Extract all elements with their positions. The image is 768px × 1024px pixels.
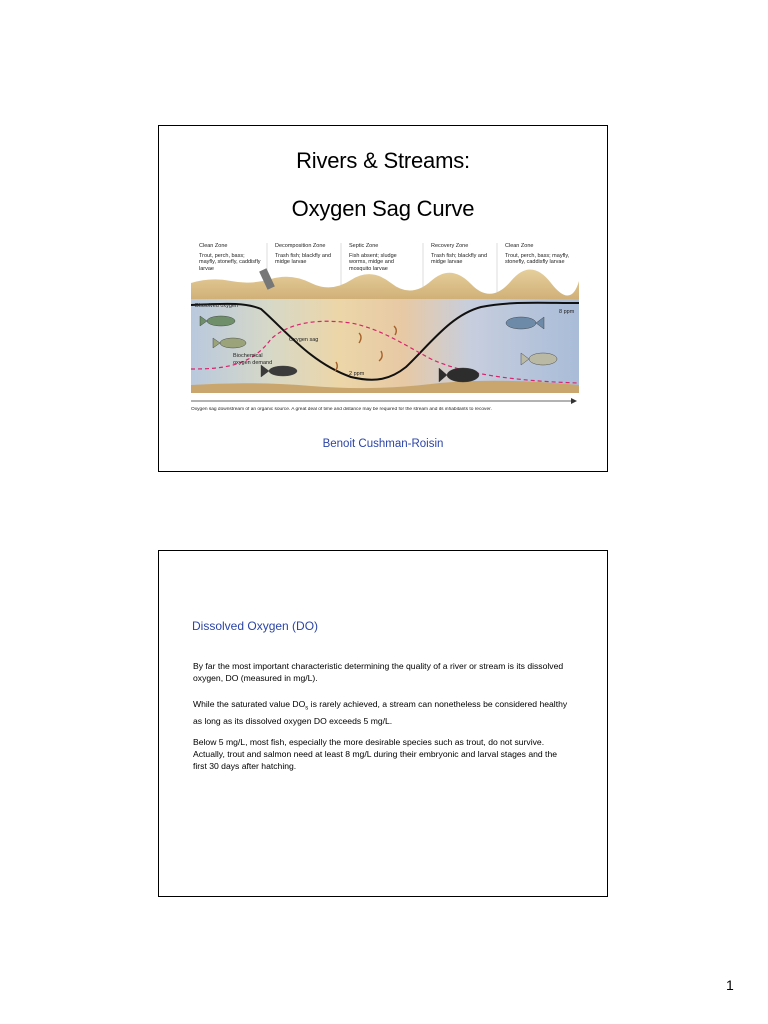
slide-heading: Dissolved Oxygen (DO) [192, 619, 319, 633]
paragraph-3: Below 5 mg/L, most fish, especially the more desirable species such as trout, do not survive. Actually, trout and salmon need at least 8 mg/L during their embryonic and larval stages and the first 30 days after hatching. [193, 737, 558, 772]
paragraph-2-text-start: While the saturated value DO [193, 699, 306, 709]
paragraph-2-text-end: is rarely achieved, a stream can nonetheless be considered healthy as long as its dissolved oxygen DO exceeds 5 mg/L. [193, 699, 568, 726]
zone-name: Recovery Zone [431, 243, 469, 249]
zone-description: Trash fish; blackfly and midge larvae [431, 252, 488, 265]
zone-clean-downstream [505, 243, 571, 266]
page-number: 1 [726, 977, 734, 993]
ppm-high-label: 8 ppm [559, 309, 575, 315]
oxygen-sag-label: Oxygen sag [289, 337, 319, 343]
zone-name: Septic Zone [349, 243, 379, 249]
zone-description: Fish absent; sludge worms, midge and mosquito larvae [349, 252, 397, 272]
zone-recovery [431, 243, 493, 266]
zone-description: Trout, perch, bass; mayfly, stonefly, caddisfly larvae [199, 252, 261, 272]
author-name: Benoit Cushman-Roisin [322, 438, 444, 450]
ppm-low-label: 2 ppm [349, 371, 365, 377]
zone-clean-upstream [199, 243, 261, 272]
figure-caption: Oxygen sag downstream of an organic source. A great deal of time and distance may be required for the stream and its inhabitants to recover. [191, 407, 492, 412]
paragraph-1: By far the most important characteristic determining the quality of a river or stream is its dissolved oxygen, DO (measured in mg/L). [193, 661, 564, 684]
slide-oxygen-sag [158, 125, 608, 472]
subscript-s: s [305, 705, 309, 712]
dissolved-oxygen-label: Dissolved oxygen [195, 303, 239, 309]
zone-septic [349, 243, 415, 272]
zone-name: Clean Zone [199, 243, 228, 249]
slide-title: Rivers & Streams: [296, 148, 470, 173]
slide-dissolved-oxygen [158, 550, 608, 897]
bod-label: Biochemical oxygen demand [233, 353, 273, 366]
zone-name: Decomposition Zone [275, 243, 326, 249]
paragraph-2 [193, 698, 573, 727]
zone-description: Trout, perch, bass; mayfly, stonefly, caddisfly larvae [505, 252, 570, 265]
oxygen-sag-figure [191, 243, 579, 419]
slide-subtitle: Oxygen Sag Curve [291, 196, 475, 221]
zone-decomposition [275, 243, 337, 266]
zone-name: Clean Zone [505, 243, 534, 249]
zone-description: Trash fish; blackfly and midge larvae [275, 252, 332, 265]
